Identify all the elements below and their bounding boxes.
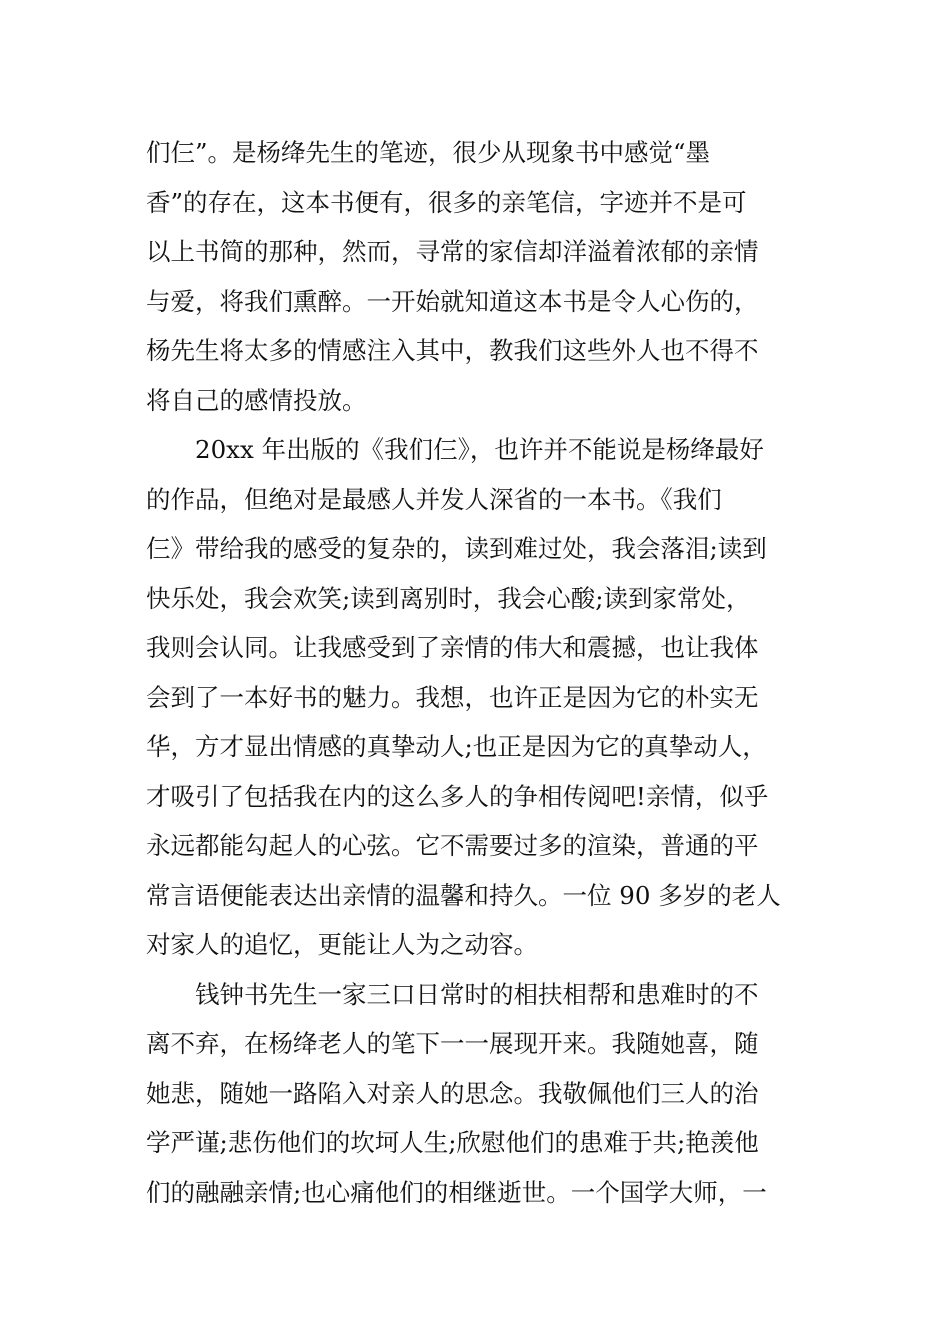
text-line: 永远都能勾起人的心弦。它不需要过多的渲染，普通的平	[146, 831, 759, 860]
text-line: 离不弃，在杨绛老人的笔下一一展现开来。我随她喜，随	[146, 1029, 759, 1058]
text-line: 香”的存在，这本书便有，很多的亲笔信，字迹并不是可	[146, 187, 747, 217]
text-line: 她悲，随她一路陷入对亲人的思念。我敬佩他们三人的治	[146, 1078, 759, 1108]
text-line: 将自己的感情投放。	[146, 385, 367, 415]
text-line: 会到了一本好书的魅力。我想，也许正是因为它的朴实无	[146, 682, 759, 712]
text-line: 与爱，将我们熏醉。一开始就知道这本书是令人心伤的，	[146, 286, 759, 316]
text-line: 仨》带给我的感受的复杂的，读到难过处，我会落泪;读到	[146, 534, 767, 563]
text-line: 们的融融亲情;也心痛他们的相继逝世。一个国学大师，一	[146, 1177, 767, 1207]
text-line: 常言语便能表达出亲情的温馨和持久。一位 90 多岁的老人	[146, 880, 781, 910]
text-line: 的作品，但绝对是最感人并发人深省的一本书。《我们	[146, 484, 722, 514]
body-text	[146, 128, 810, 1217]
text-line: 华，方才显出情感的真挚动人;也正是因为它的真挚动人，	[146, 732, 767, 761]
text-line: 以上书简的那种，然而，寻常的家信却洋溢着浓郁的亲情	[146, 237, 759, 266]
text-line: 对家人的追忆，更能让人为之动容。	[146, 930, 538, 959]
text-line: 杨先生将太多的情感注入其中，教我们这些外人也不得不	[146, 336, 759, 365]
text-line: 快乐处，我会欢笑;读到离别时，我会心酸;读到家常处，	[146, 583, 751, 613]
text-line: 才吸引了包括我在内的这么多人的争相传阅吧!亲情，似乎	[146, 781, 769, 811]
text-line: 钱钟书先生一家三口日常时的相扶相帮和患难时的不	[146, 979, 759, 1009]
text-line: 学严谨;悲伤他们的坎坷人生;欣慰他们的患难于共;艳羡他	[146, 1128, 759, 1157]
text-line: 我则会认同。让我感受到了亲情的伟大和震撼，也让我体	[146, 633, 759, 662]
text-line: 20xx 年出版的《我们仨》，也许并不能说是杨绛最好	[146, 435, 764, 464]
text-line: 们仨”。是杨绛先生的笔迹，很少从现象书中感觉“墨	[146, 138, 711, 167]
